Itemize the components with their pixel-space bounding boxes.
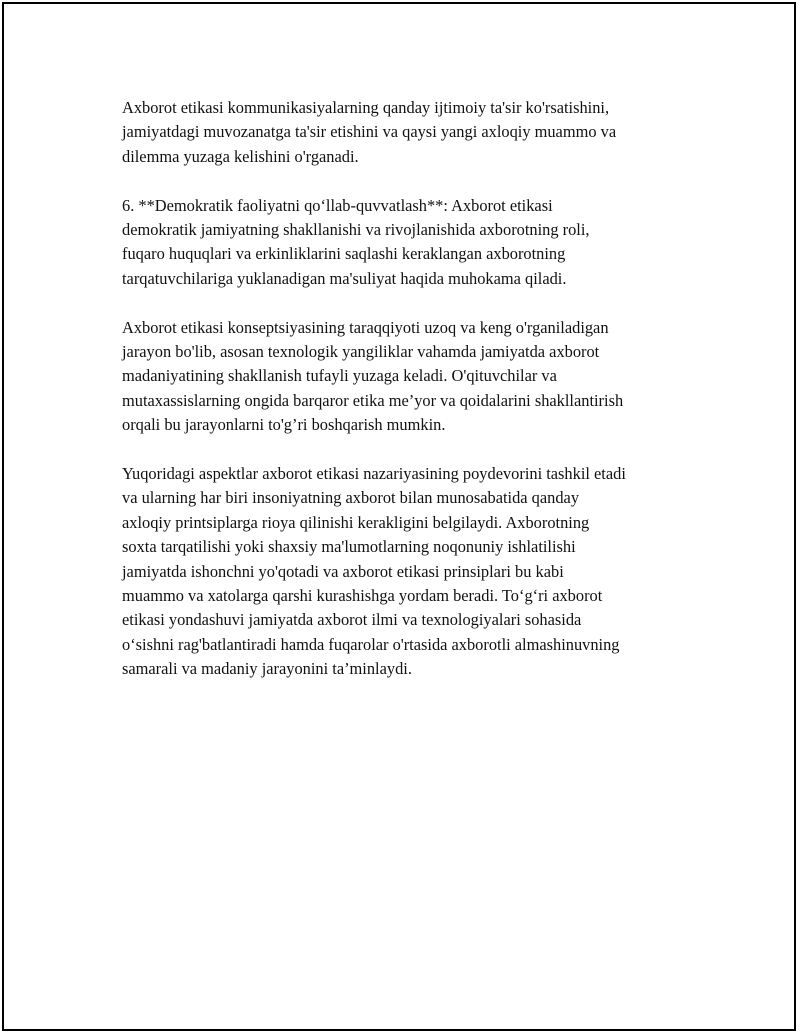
paragraph-democratic-support: 6. **Demokratik faoliyatni qo‘llab-quvvatlash**: Axborot etikasi demokratik jamiyatning shakllanishi va rivojlanishida axborotning roli, fuqaro huquqlari va erkinliklarini saqlashi keraklangan axborotning tarqatuvchilariga yuklanadigan ma'suliyat haqida muhokama qiladi. xyxy=(122,195,590,288)
paragraph-conclusion: Yuqoridagi aspektlar axborot etikasi nazariyasining poydevorini tashkil etadi va ularning har biri insoniyatning axborot bilan munosabatida qanday axloqiy printsiplarga rioya qilinishi kerakligini belgilaydi. Axborotning soxta tarqatilishi yoki shaxsiy ma'lumotlarning noqonuniy ishlatilishi jamiyatda ishonchni yo'qotadi va axborot etikasi prinsiplari bu kabi muammo va xatolarga qarshi kurashishga yordam beradi. To‘g‘ri axborot etikasi yondashuvi jamiyatda axborot ilmi va texnologiyalari sohasida o‘sishni rag'batlantiradi hamda fuqarolar o'rtasida axborotli almashinuvning samarali va madaniy jarayonini ta’minlaydi. xyxy=(122,464,626,679)
paragraph-concept-development: Axborot etikasi konseptsiyasining taraqqiyoti uzoq va keng o'rganiladigan jarayon bo'lib, asosan texnologik yangiliklar vahamda jamiyatda axborot madaniyatining shakllanish tufayli yuzaga keladi. O'qituvchilar va mutaxassislarning ongida barqaror etika me’yor va qoidalarini shakllantirish orqali bu jarayonlarni to'g’ri boshqarish mumkin. xyxy=(122,317,624,435)
document-body xyxy=(122,96,702,706)
page-frame xyxy=(2,2,796,1031)
paragraph-intro: Axborot etikasi kommunikasiyalarning qanday ijtimoiy ta'sir ko'rsatishini, jamiyatdagi muvozanatga ta'sir etishini va qaysi yangi axloqiy muammo va dilemma yuzaga kelishini o'rganadi. xyxy=(122,98,617,166)
